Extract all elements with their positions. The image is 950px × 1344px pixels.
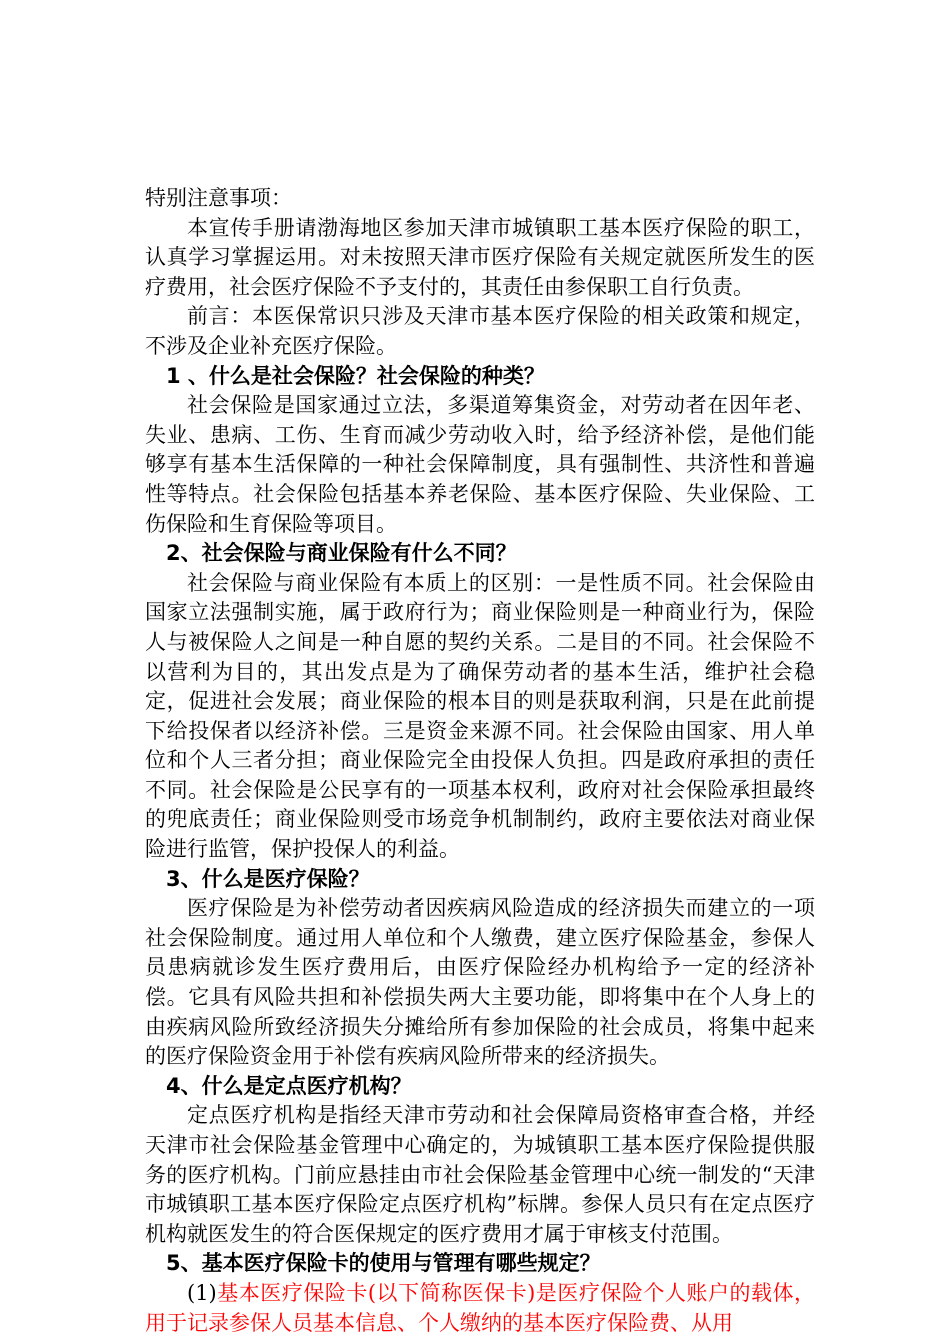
- item-1-number: (1): [187, 1280, 217, 1305]
- preface: 前言：本医保常识只涉及天津市基本医疗保险的相关政策和规定，不涉及企业补充医疗保险。: [145, 304, 815, 358]
- section-5-heading: 5、基本医疗保险卡的使用与管理有哪些规定？: [166, 1251, 601, 1276]
- section-1-body: 社会保险是国家通过立法，多渠道筹集资金，对劳动者在因年老、失业、患病、工伤、生育而减少劳动收入时，给予经济补偿，是他们能够享有基本生活保障的一种社会保障制度，具有强制性、共济性和普遍性等特点。社会保险包括基本养老保险、基本医疗保险、失业保险、工伤保险和生育保险等项目。: [145, 393, 815, 536]
- section-5-item-1: [145, 1279, 815, 1338]
- section-1-heading: 1 、什么是社会保险？社会保险的种类？: [166, 363, 545, 388]
- section-2-heading: 2、社会保险与商业保险有什么不同？: [166, 541, 517, 566]
- section-4-heading: 4、什么是定点医疗机构？: [166, 1073, 412, 1098]
- section-3-body: 医疗保险是为补偿劳动者因疾病风险造成的经济损失而建立的一项社会保险制度。通过用人单位和个人缴费，建立医疗保险基金，参保人员患病就诊发生医疗费用后，由医疗保险经办机构给予一定的经济补偿。它具有风险共担和补偿损失两大主要功能，即将集中在个人身上的由疾病风险所致经济损失分摊给所有参加保险的社会成员，将集中起来的医疗保险资金用于补偿有疾病风险所带来的经济损失。: [145, 896, 815, 1069]
- section-3-heading: 3、什么是医疗保险？: [166, 866, 370, 891]
- item-1-text: 基本医疗保险卡(以下简称医保卡)是医疗保险个人账户的载体，用于记录参保人员基本信息、个人缴纳的基本医疗保险费、从用: [145, 1280, 815, 1335]
- document-page: [145, 184, 815, 1338]
- section-2-body: 社会保险与商业保险有本质上的区别：一是性质不同。社会保险由国家立法强制实施，属于政府行为；商业保险则是一种商业行为，保险人与被保险人之间是一种自愿的契约关系。二是目的不同。社会保险不以营利为目的，其出发点是为了确保劳动者的基本生活，维护社会稳定，促进社会发展；商业保险的根本目的则是获取利润，只是在此前提下给投保者以经济补偿。三是资金来源不同。社会保险由国家、用人单位和个人三者分担；商业保险完全由投保人负担。四是政府承担的责任不同。社会保险是公民享有的一项基本权利，政府对社会保险承担最终的兜底责任；商业保险则受市场竞争机制制约，政府主要依法对商业保险进行监管，保护投保人的利益。: [145, 570, 815, 862]
- section-4-body: 定点医疗机构是指经天津市劳动和社会保障局资格审查合格，并经天津市社会保险基金管理中心确定的，为城镇职工基本医疗保险提供服务的医疗机构。门前应悬挂由市社会保险基金管理中心统一制发的“天津市城镇职工基本医疗保险定点医疗机构”标牌。参保人员只有在定点医疗机构就医发生的符合医保规定的医疗费用才属于审核支付范围。: [145, 1103, 815, 1246]
- notice-body: 本宣传手册请渤海地区参加天津市城镇职工基本医疗保险的职工，认真学习掌握运用。对未按照天津市医疗保险有关规定就医所发生的医疗费用，社会医疗保险不予支付的，其责任由参保职工自行负责。: [145, 215, 815, 299]
- notice-title: 特别注意事项：: [145, 186, 292, 210]
